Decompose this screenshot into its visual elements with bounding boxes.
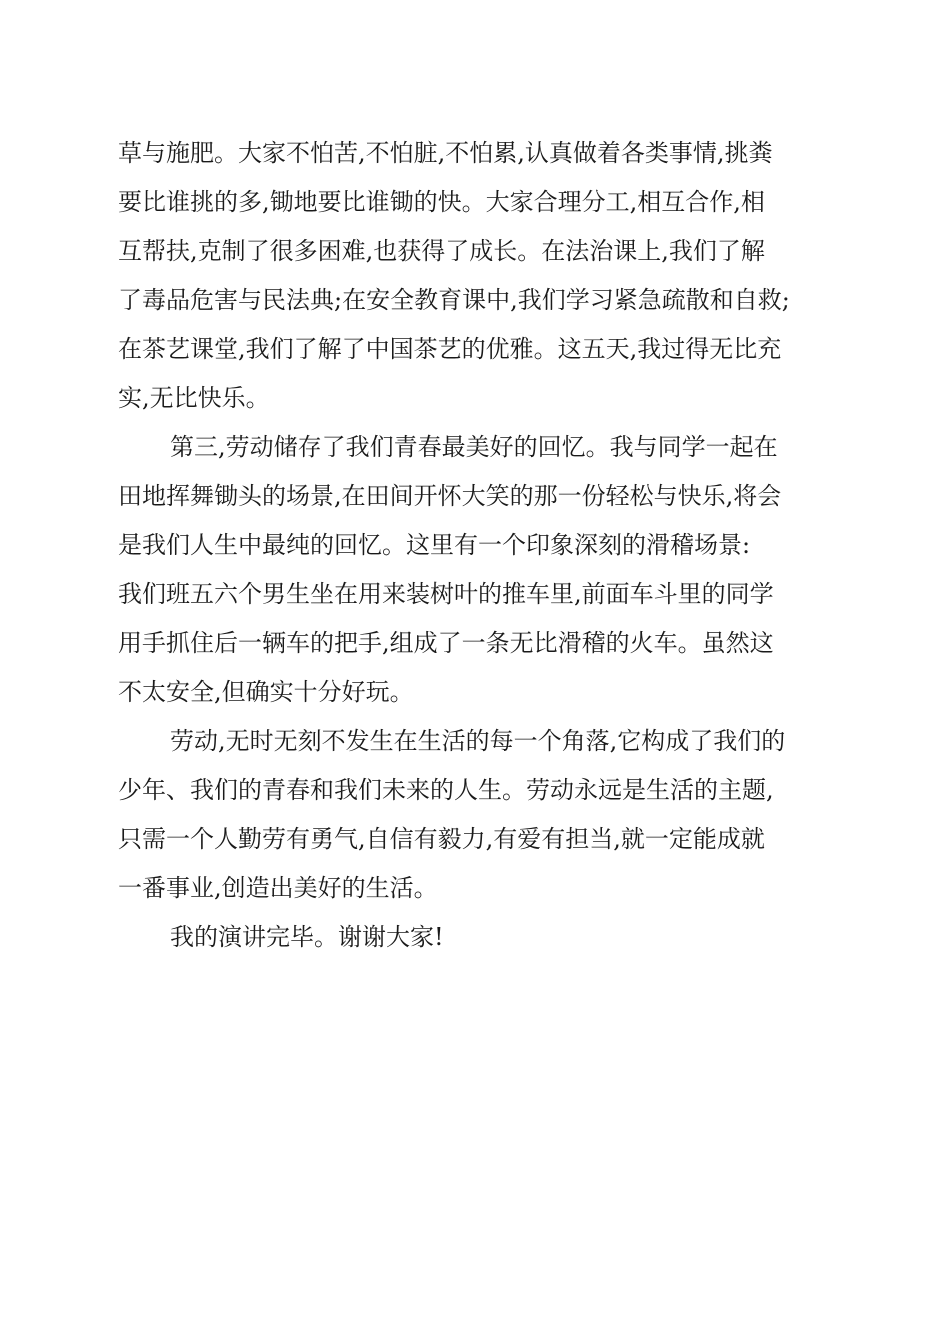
paragraph-line: 只需一个人勤劳有勇气,自信有毅力,有爱有担当,就一定能成就 <box>118 825 765 853</box>
paragraph-line: 草与施肥。大家不怕苦,不怕脏,不怕累,认真做着各类事情,挑粪 <box>118 139 773 167</box>
paragraph-line: 不太安全,但确实十分好玩。 <box>118 678 414 706</box>
paragraph-line: 在茶艺课堂,我们了解了中国茶艺的优雅。这五天,我过得无比充 <box>118 335 782 363</box>
paragraph-line: 第三,劳动储存了我们青春最美好的回忆。我与同学一起在 <box>170 433 778 461</box>
closing-line: 我的演讲完毕。谢谢大家! <box>170 923 444 951</box>
paragraph-line: 要比谁挑的多,锄地要比谁锄的快。大家合理分工,相互合作,相 <box>118 188 765 216</box>
paragraph-line: 是我们人生中最纯的回忆。这里有一个印象深刻的滑稽场景: <box>118 531 751 559</box>
paragraph-line: 用手抓住后一辆车的把手,组成了一条无比滑稽的火车。虽然这 <box>118 629 774 657</box>
paragraph-3 <box>118 717 838 913</box>
paragraph-line: 一番事业,创造出美好的生活。 <box>118 874 438 902</box>
paragraph-1 <box>118 129 838 423</box>
document-body <box>118 129 838 962</box>
paragraph-line: 我们班五六个男生坐在用来装树叶的推车里,前面车斗里的同学 <box>118 580 774 608</box>
paragraph-2 <box>118 423 838 717</box>
paragraph-line: 实,无比快乐。 <box>118 384 270 412</box>
paragraph-line: 互帮扶,克制了很多困难,也获得了成长。在法治课上,我们了解 <box>118 237 765 265</box>
paragraph-line: 田地挥舞锄头的场景,在田间开怀大笑的那一份轻松与快乐,将会 <box>118 482 782 510</box>
paragraph-line: 劳动,无时无刻不发生在生活的每一个角落,它构成了我们的 <box>170 727 786 755</box>
paragraph-line: 少年、我们的青春和我们未来的人生。劳动永远是生活的主题, <box>118 776 774 804</box>
paragraph-4 <box>118 913 838 962</box>
paragraph-line: 了毒品危害与民法典;在安全教育课中,我们学习紧急疏散和自救; <box>118 286 790 314</box>
